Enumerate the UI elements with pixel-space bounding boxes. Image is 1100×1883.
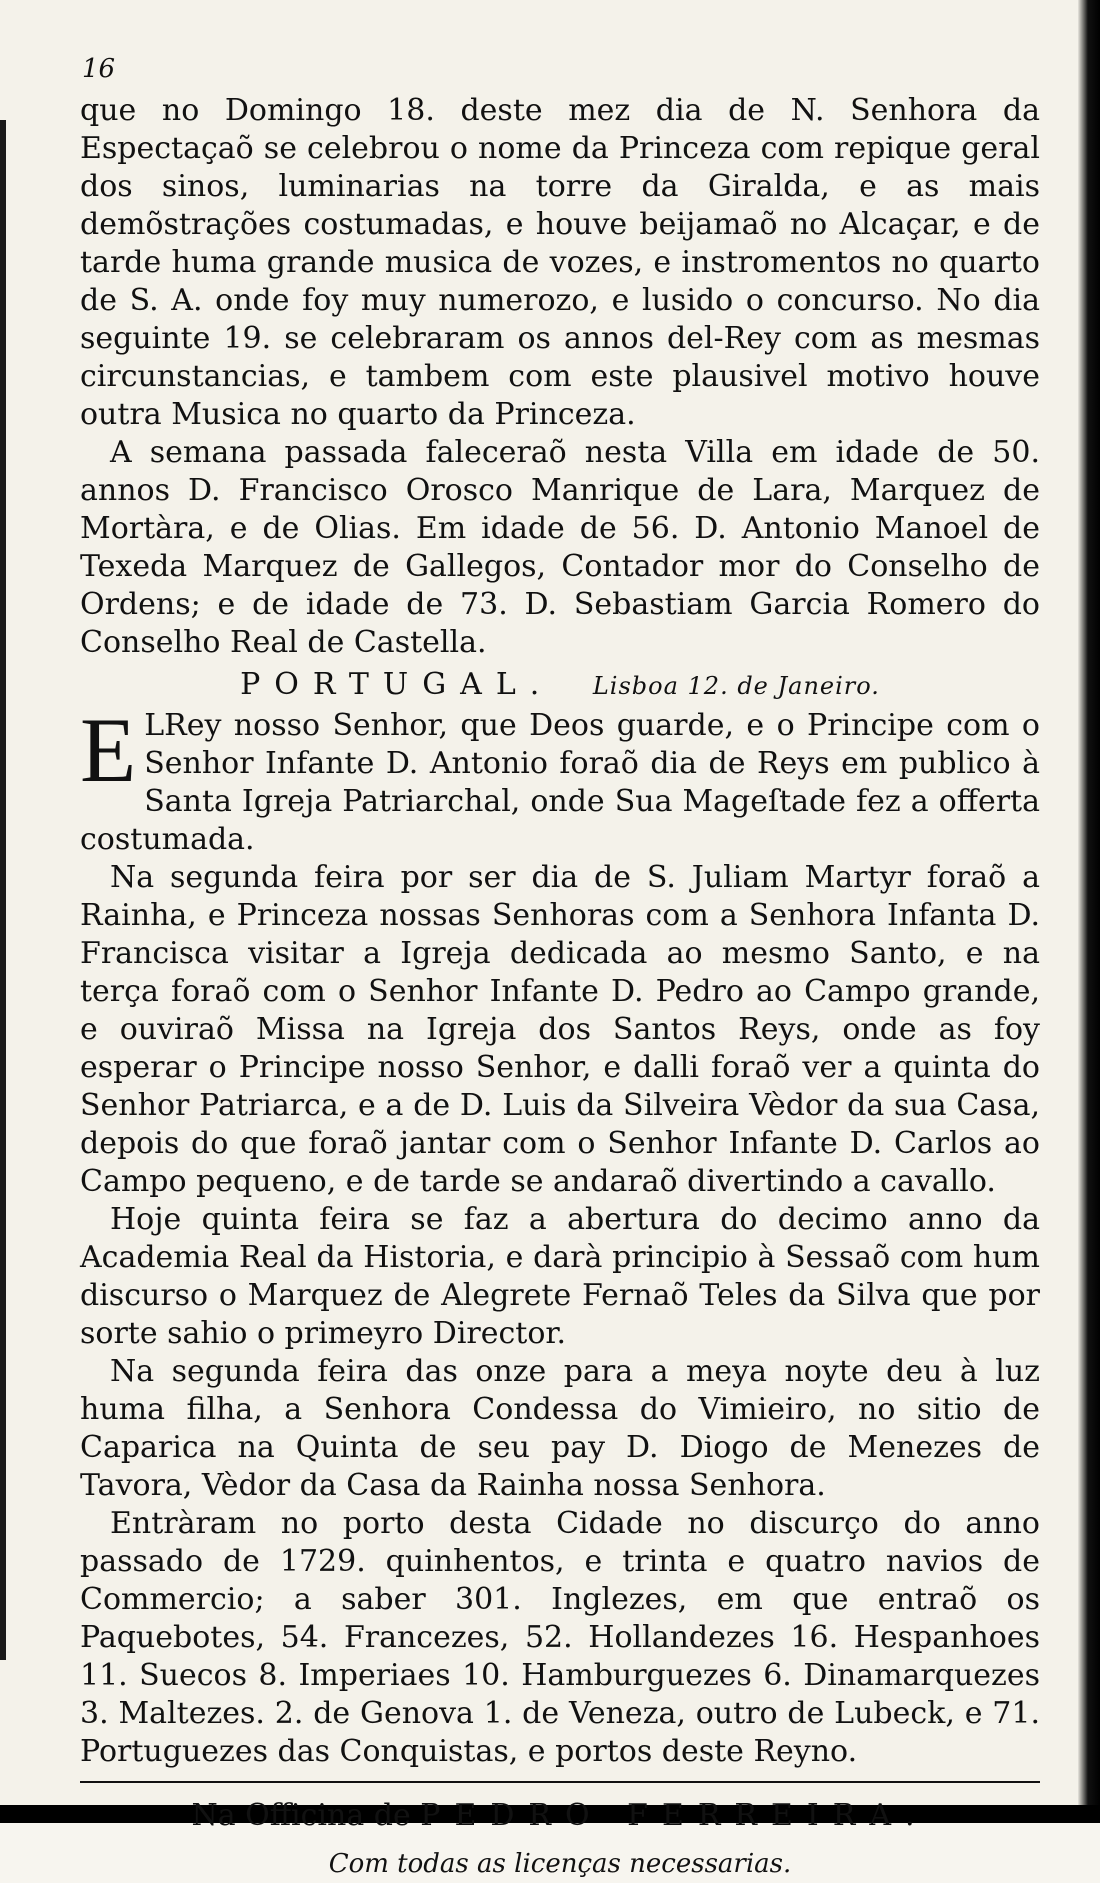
imprint-prefix: Na Officina de <box>191 1798 411 1833</box>
paragraph-ships: Entràram no porto desta Cidade no discurço do anno passado de 1729. quinhentos, e trinta e quatro navios de Commercio; a saber 301. Inglezes, em que entraõ os Paquebotes, 54. Francezes, 52. Hollandezes 16. Hespanhoes 11. Suecos 8. Imperiaes 10. Hamburguezes 6. Dinamarquezes 3. Maltezes. 2. de Genova 1. de Veneza, outro de Lubeck, e 71. Portuguezes das Conquistas, e portos deste Reyno. <box>80 1506 1040 1769</box>
page-left-shadow <box>0 120 6 1660</box>
paragraph-queen-visit: Na segunda feira por ser dia de S. Juliam Martyr foraõ a Rainha, e Princeza nossas Senhoras com a Senhora Infanta D. Francisca visitar a Igreja dedicada ao mesmo Santo, e na terça foraõ com o Senhor Infante D. Pedro ao Campo grande, e ouviraõ Missa na Igreja dos Santos Reys, onde as foy esperar o Principe nosso Senhor, e dalli foraõ ver a quinta do Senhor Patriarca, e a de D. Luis da Silveira Vèdor da sua Casa, depois do que foraõ jantar com o Senhor Infante D. Carlos ao Campo pequeno, e de tarde se andaraõ divertindo a cavallo. <box>80 860 1040 1199</box>
paragraph-deaths: A semana passada faleceraõ nesta Villa em idade de 50. annos D. Francisco Orosco Manrique de Lara, Marquez de Mortàra, e de Olias. Em idade de 56. D. Antonio Manoel de Texeda Marquez de Gallegos, Contador mor do Conselho de Ordens; e de idade de 73. D. Sebastiam Garcia Romero do Conselho Real de Castella. <box>80 435 1040 660</box>
imprint-line <box>80 1797 1040 1835</box>
paragraph-birth: Na segunda feira das onze para a meya noyte deu à luz huma filha, a Senhora Condessa do Vimieiro, no sitio de Caparica na Quinta de seu pay D. Diogo de Menezes de Tavora, Vèdor da Casa da Rainha nossa Senhora. <box>80 1354 1040 1503</box>
page-right-edge <box>1078 0 1100 1823</box>
paragraph-academy: Hoje quinta feira se faz a abertura do decimo anno da Academia Real da Historia, e darà principio à Sessaõ com hum discurso o Marquez de Alegrete Fernaõ Teles da Silva que por sorte sahio o primeyro Director. <box>80 1202 1040 1351</box>
paragraph-seville-celebration: que no Domingo 18. deste mez dia de N. Senhora da Espectaçaõ se celebrou o nome da Princeza com repique geral dos sinos, luminarias na torre da Giralda, e as mais demõstrações costumadas, e houve beijamaõ no Alcaçar, e de tarde huma grande musica de vozes, e instromentos no quarto de S. A. onde foy muy numerozo, e lusido o concurso. No dia seguinte 19. se celebraram os annos del-Rey com as mesmas circunstancias, e tambem com este plausivel motivo houve outra Musica no quarto da Princeza. <box>80 93 1040 432</box>
section-heading <box>80 666 1040 705</box>
drop-cap-letter: E <box>80 699 137 801</box>
license-line: Com todas as licenças necessarias. <box>328 1849 792 1879</box>
divider-rule <box>80 1781 1040 1783</box>
paragraph-king <box>80 699 1040 859</box>
section-title: PORTUGAL. <box>240 667 554 702</box>
section-dateline: Lisboa 12. de Janeiro. <box>592 672 880 700</box>
page-number: 16 <box>82 54 116 84</box>
paragraph-king-text: LRey nosso Senhor, que Deos guarde, e o Principe com o Senhor Infante D. Antonio foraõ dia de Reys em publico à Santa Igreja Patriarchal, onde Sua Mageſtade fez a offerta costumada. <box>80 708 1040 857</box>
printer-name: PEDRO FERREIRA. <box>420 1798 929 1833</box>
page-content <box>80 50 1040 1883</box>
